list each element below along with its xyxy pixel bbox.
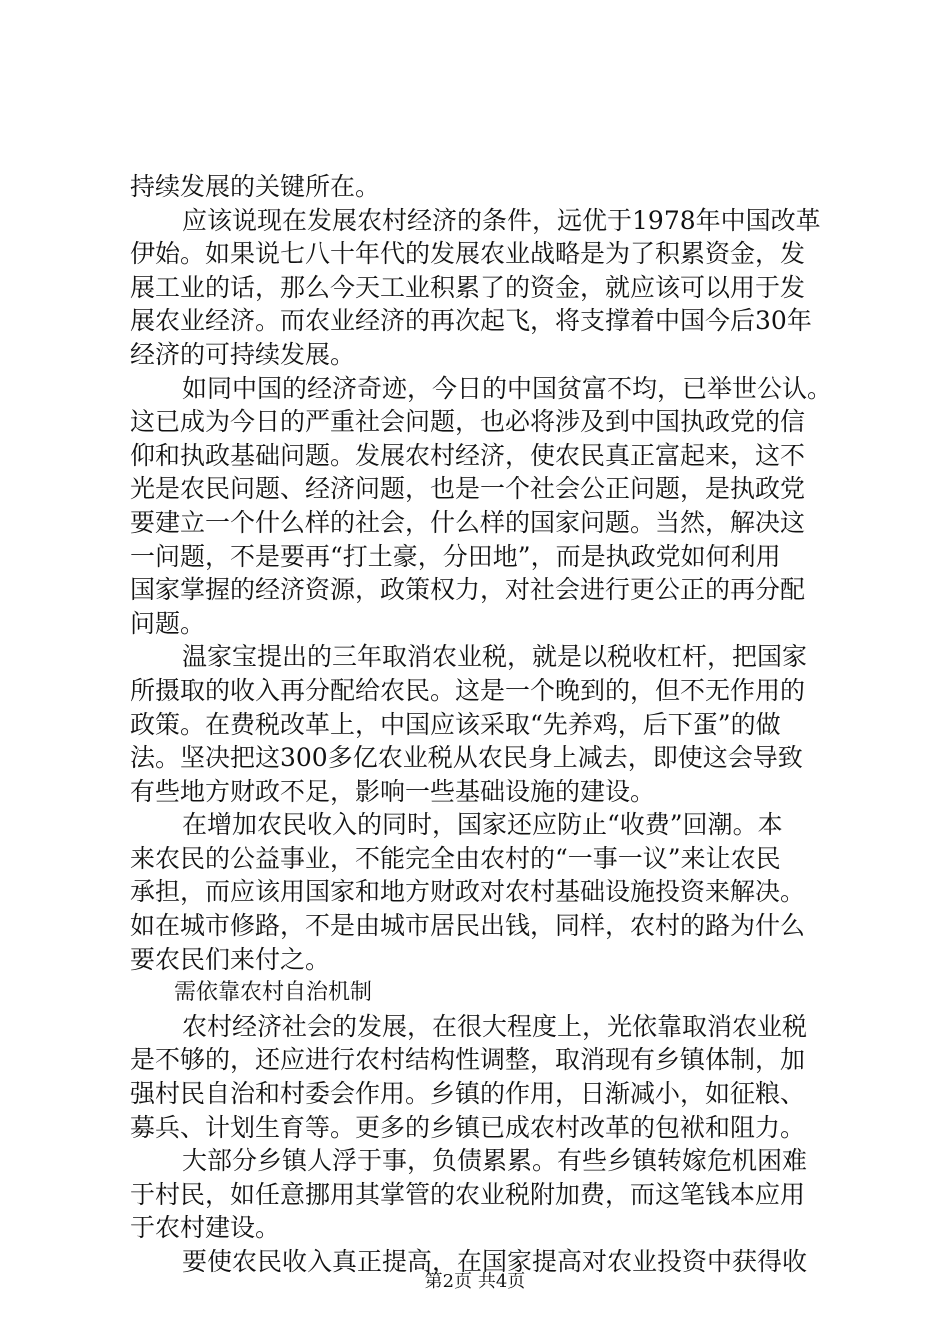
page-number: 第2页 共4页 <box>424 1271 526 1292</box>
text-line: 如在城市修路，不是由城市居民出钱，同样，农村的路为什么 <box>130 911 806 941</box>
text-line: 于农村建设。 <box>130 1213 281 1243</box>
text-line: 强村民自治和村委会作用。乡镇的作用，日渐减小，如征粮、 <box>130 1079 806 1109</box>
text-line: 光是农民问题、经济问题，也是一个社会公正问题，是执政党 <box>130 474 806 504</box>
text-line: 要使农民收入真正提高，在国家提高对农业投资中获得收 <box>182 1247 808 1276</box>
text-line: 应该说现在发展农村经济的条件，远优于1978年中国改革 <box>182 205 821 235</box>
text-line: 政策。在费税改革上，中国应该采取“先养鸡，后下蛋”的做 <box>130 709 781 739</box>
text-line: 如同中国的经济奇迹，今日的中国贫富不均，已举世公认。 <box>182 373 833 403</box>
text-line: 农村经济社会的发展，在很大程度上，光依靠取消农业税 <box>182 1011 808 1041</box>
text-line: 经济的可持续发展。 <box>130 339 356 369</box>
page-footer <box>0 1270 950 1294</box>
text-line: 问题。 <box>130 608 206 638</box>
text-line: 大部分乡镇人浮于事，负债累累。有些乡镇转嫁危机困难 <box>182 1146 808 1176</box>
text-line: 来农民的公益事业，不能完全由农村的“一事一议”来让农民 <box>130 843 781 873</box>
text-line: 要建立一个什么样的社会，什么样的国家问题。当然，解决这 <box>130 507 806 537</box>
text-line: 展工业的话，那么今天工业积累了的资金，就应该可以用于发 <box>130 272 806 302</box>
text-line: 要农民们来付之。 <box>130 944 331 974</box>
text-line: 所摄取的收入再分配给农民。这是一个晚到的，但不无作用的 <box>130 675 806 705</box>
text-line: 于村民，如任意挪用其掌管的农业税附加费，而这笔钱本应用 <box>130 1179 806 1209</box>
text-line: 仰和执政基础问题。发展农村经济，使农民真正富起来，这不 <box>130 440 806 470</box>
text-line: 在增加农民收入的同时，国家还应防止“收费”回潮。本 <box>182 810 783 840</box>
text-line: 温家宝提出的三年取消农业税，就是以税收杠杆，把国家 <box>182 642 808 672</box>
section-heading: 需依靠农村自治机制 <box>174 980 373 1006</box>
text-line: 有些地方财政不足，影响一些基础设施的建设。 <box>130 776 656 806</box>
text-line: 这已成为今日的严重社会问题，也必将涉及到中国执政党的信 <box>130 407 806 437</box>
document-body <box>130 170 833 1279</box>
text-line: 募兵、计划生育等。更多的乡镇已成农村改革的包袱和阻力。 <box>130 1112 806 1142</box>
text-line: 国家掌握的经济资源，政策权力，对社会进行更公正的再分配 <box>130 575 806 605</box>
text-line: 是不够的，还应进行农村结构性调整，取消现有乡镇体制，加 <box>130 1045 806 1075</box>
text-line: 法。坚决把这300多亿农业税从农民身上减去，即使这会导致 <box>130 743 803 773</box>
text-line: 伊始。如果说七八十年代的发展农业战略是为了积累资金，发 <box>130 239 806 269</box>
text-line: 展农业经济。而农业经济的再次起飞，将支撑着中国今后30年 <box>130 306 812 336</box>
text-line: 承担，而应该用国家和地方财政对农村基础设施投资来解决。 <box>130 877 806 907</box>
text-line: 一问题，不是要再“打土豪，分田地”，而是执政党如何利用 <box>130 541 781 571</box>
text-line: 持续发展的关键所在。 <box>130 172 381 201</box>
